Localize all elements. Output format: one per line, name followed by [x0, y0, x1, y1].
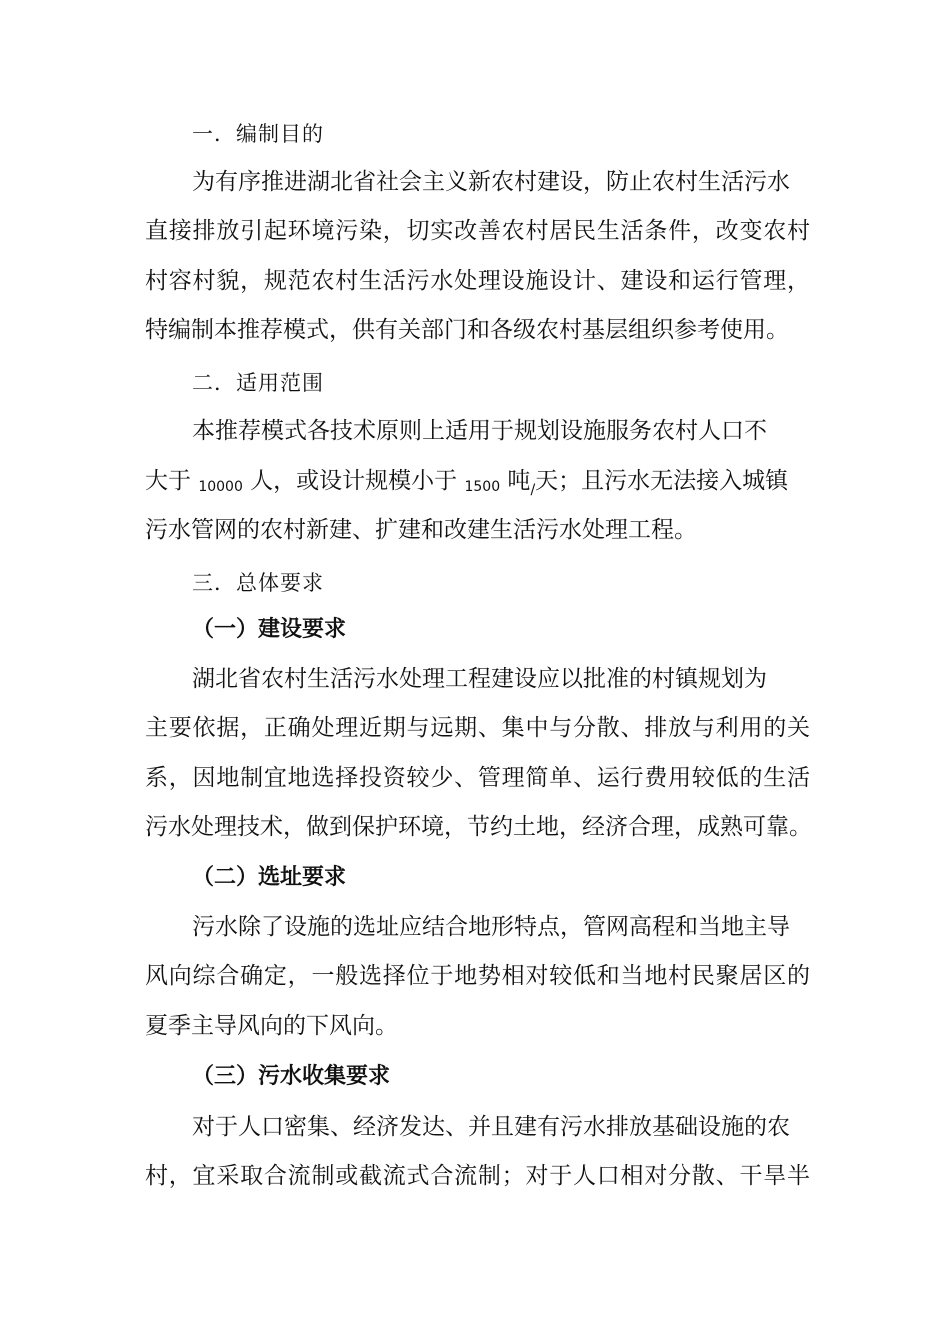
text-segment: 人，或设计规模小于 [242, 468, 465, 494]
paragraph-line: 村容村貌，规范农村生活污水处理设施设计、建设和运行管理， [145, 268, 810, 294]
paragraph-line: 主要依据，正确处理近期与远期、集中与分散、排放与利用的关 [145, 715, 810, 741]
subsection-3-title: （三）污水收集要求 [192, 1064, 391, 1089]
section-1-title: 一．编制目的 [192, 122, 324, 146]
subsection-1-title: （一）建设要求 [192, 617, 347, 642]
paragraph-line: 直接排放引起环境污染，切实改善农村居民生活条件，改变农村 [145, 218, 810, 244]
text-segment: 吨 [500, 468, 531, 494]
section-3-title: 三．总体要求 [192, 571, 324, 595]
text-segment: 天；且污水无法接入城镇 [535, 468, 789, 494]
paragraph-line: 污水管网的农村新建、扩建和改建生活污水处理工程。 [145, 517, 697, 543]
capacity-number: 1500 [464, 479, 501, 495]
paragraph-line: 夏季主导风向的下风向。 [145, 1013, 398, 1039]
paragraph-line: 对于人口密集、经济发达、并且建有污水排放基础设施的农 [192, 1114, 790, 1140]
paragraph-line: 特编制本推荐模式，供有关部门和各级农村基层组织参考使用。 [145, 317, 789, 343]
paragraph-line: 村，宜采取合流制或截流式合流制；对于人口相对分散、干旱半 [145, 1163, 810, 1189]
paragraph-line: 污水除了设施的选址应结合地形特点，管网高程和当地主导 [192, 914, 790, 940]
paragraph-line: 本推荐模式各技术原则上适用于规划设施服务农村人口不 [192, 418, 767, 444]
paragraph-line: 污水处理技术，做到保护环境，节约土地，经济合理，成熟可靠。 [145, 814, 812, 840]
paragraph-line: 风向综合确定，一般选择位于地势相对较低和当地村民聚居区的 [145, 963, 810, 989]
paragraph-line: 湖北省农村生活污水处理工程建设应以批准的村镇规划为 [192, 666, 767, 692]
text-segment: 大于 [145, 468, 199, 494]
unit-slash: / [530, 482, 536, 498]
paragraph-line-with-numbers [145, 465, 810, 500]
subsection-2-title: （二）选址要求 [192, 865, 347, 890]
population-number: 10000 [198, 479, 243, 495]
paragraph-line: 系，因地制宜地选择投资较少、管理简单、运行费用较低的生活 [145, 765, 810, 791]
section-2-title: 二．适用范围 [192, 371, 324, 395]
paragraph-line: 为有序推进湖北省社会主义新农村建设，防止农村生活污水 [192, 169, 790, 195]
